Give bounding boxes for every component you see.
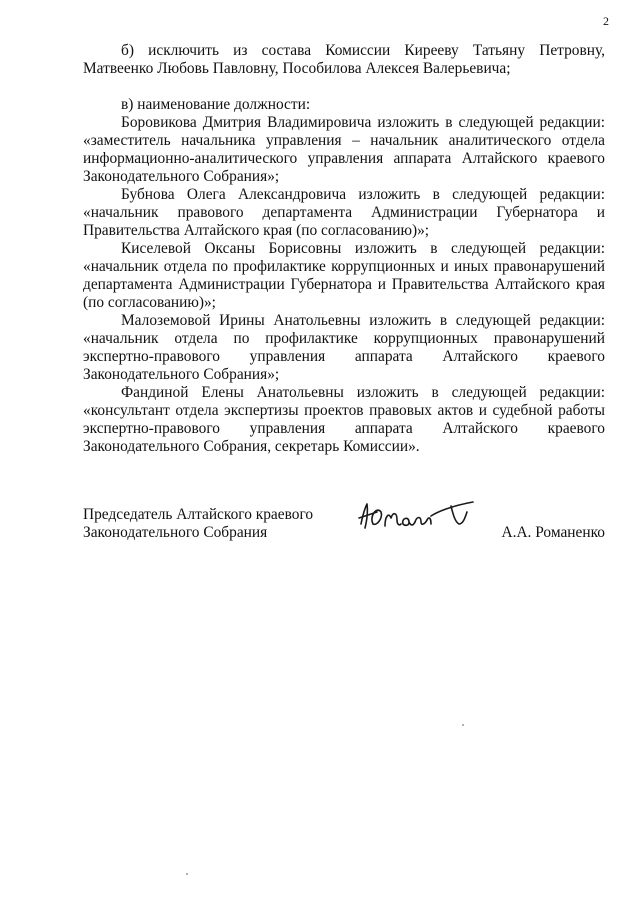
paragraph-malozemova: Малоземовой Ирины Анатольевны изложить в следующей редакции: «начальник отдела по профилактике коррупционных правонарушений экспертно-правового управления аппарата Алтайского краевого Законодательного Собрания»; [83,312,605,383]
signatory-name: А.А. Романенко [501,524,605,541]
handwritten-signature [355,494,485,540]
signatory-title-line-1: Председатель Алтайского краевого [83,506,314,523]
paragraph-exclude-members: б) исключить из состава Комиссии Кирееву Татьяну Петровну, Матвеенко Любовь Павловну, Пособилова Алексея Валерьевича; [83,42,605,77]
paragraph-bubnov: Бубнова Олега Александровича изложить в следующей редакции: «начальник правового департамента Администрации Губернатора и Правительства Алтайского края (по согласованию)»; [83,186,605,239]
paragraph-borovikov: Боровикова Дмитрия Владимировича изложить в следующей редакции: «заместитель начальника управления – начальник аналитического отдела информационно-аналитического управления аппарата Алтайского краевого Законодательного Собрания»; [83,114,605,185]
paragraph-position-titles-heading: в) наименование должности: [121,96,311,113]
scan-speck [462,724,464,726]
signatory-title-line-2: Законодательного Собрания [83,524,268,541]
paragraph-fandina: Фандиной Елены Анатольевны изложить в следующей редакции: «консультант отдела экспертизы проектов правовых актов и судебной работы экспертно-правового управления аппарата Алтайского краевого Законодательного Собрания, секретарь Комиссии». [83,384,605,455]
page-number: 2 [603,14,609,28]
signatory-title [83,506,313,542]
paragraph-kiseleva: Киселевой Оксаны Борисовны изложить в следующей редакции: «начальник отдела по профилактике коррупционных и иных правонарушений департамента Администрации Губернатора и Правительства Алтайского края (по согласованию)»; [83,240,605,311]
scan-speck [186,873,188,875]
document-body [83,42,605,456]
